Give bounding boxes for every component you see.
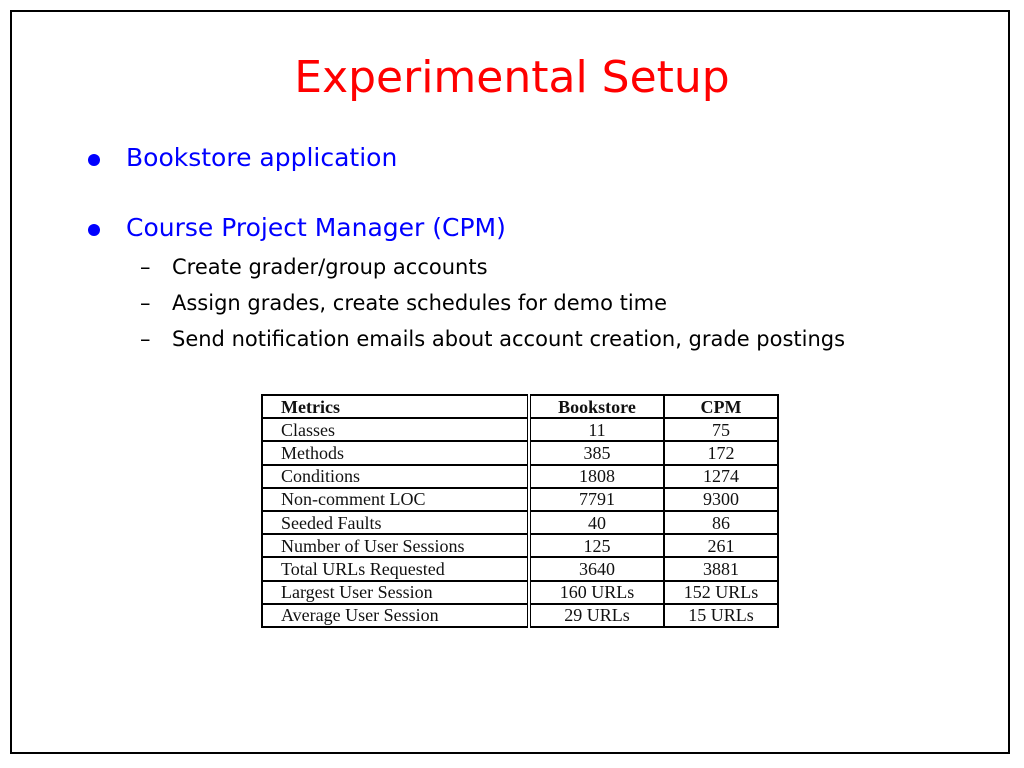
metric-name: Methods [262, 441, 529, 464]
bookstore-value: 7791 [529, 488, 664, 511]
cpm-value: 86 [664, 511, 778, 534]
bookstore-value: 11 [529, 418, 664, 441]
dash-marker: – [140, 327, 151, 351]
table-row [262, 441, 778, 464]
table-row [262, 488, 778, 511]
metrics-table [261, 394, 779, 628]
cpm-value: 1274 [664, 465, 778, 488]
metric-name: Largest User Session [262, 581, 529, 604]
metric-name: Average User Session [262, 604, 529, 627]
sub-item-label: Assign grades, create schedules for demo time [172, 291, 668, 315]
sub-item-label: Create grader/group accounts [172, 255, 488, 279]
bookstore-value: 40 [529, 511, 664, 534]
table-row [262, 534, 778, 557]
bullet-label: Bookstore application [126, 143, 398, 172]
table-header-row [262, 395, 778, 418]
metric-name: Total URLs Requested [262, 557, 529, 580]
bullet-dot-icon [88, 224, 100, 236]
cpm-value: 15 URLs [664, 604, 778, 627]
header-metrics: Metrics [262, 395, 529, 418]
cpm-value: 261 [664, 534, 778, 557]
bookstore-value: 1808 [529, 465, 664, 488]
table-row [262, 465, 778, 488]
header-bookstore: Bookstore [529, 395, 664, 418]
cpm-value: 75 [664, 418, 778, 441]
sub-item-label: Send notification emails about account creation, grade postings [172, 327, 846, 351]
table-row [262, 557, 778, 580]
header-cpm: CPM [664, 395, 778, 418]
metrics-table-container [261, 394, 779, 654]
table-row [262, 418, 778, 441]
metric-name: Number of User Sessions [262, 534, 529, 557]
cpm-value: 3881 [664, 557, 778, 580]
cpm-value: 9300 [664, 488, 778, 511]
bullet-dot-icon [88, 154, 100, 166]
dash-marker: – [140, 255, 151, 279]
dash-marker: – [140, 291, 151, 315]
cpm-value: 152 URLs [664, 581, 778, 604]
bookstore-value: 125 [529, 534, 664, 557]
metric-name: Classes [262, 418, 529, 441]
table-row [262, 511, 778, 534]
metric-name: Seeded Faults [262, 511, 529, 534]
metric-name: Non-comment LOC [262, 488, 529, 511]
slide-title: Experimental Setup [294, 52, 730, 103]
bookstore-value: 3640 [529, 557, 664, 580]
bookstore-value: 160 URLs [529, 581, 664, 604]
table-row [262, 604, 778, 627]
bullet-label: Course Project Manager (CPM) [126, 213, 506, 242]
bookstore-value: 385 [529, 441, 664, 464]
table-row [262, 581, 778, 604]
metric-name: Conditions [262, 465, 529, 488]
cpm-value: 172 [664, 441, 778, 464]
bookstore-value: 29 URLs [529, 604, 664, 627]
